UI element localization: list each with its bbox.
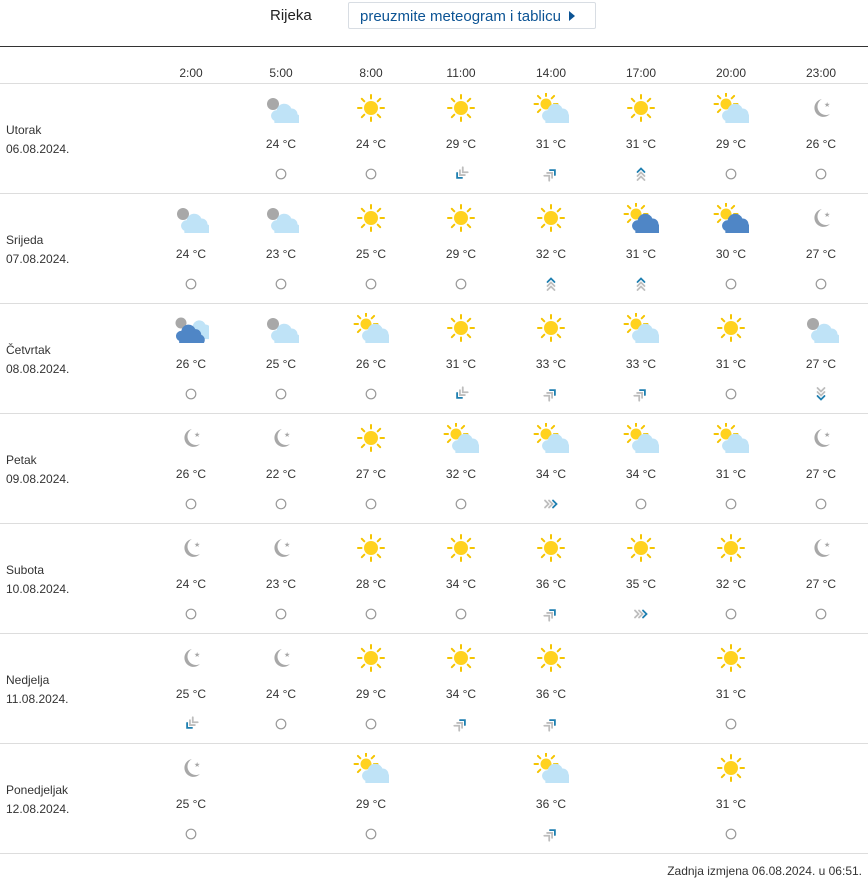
calm-icon <box>269 385 293 403</box>
calm-icon <box>269 275 293 293</box>
forecast-cell[interactable] <box>151 633 231 743</box>
forecast-cell[interactable] <box>691 523 771 633</box>
moon-icon <box>173 423 209 453</box>
svg-text:★: ★ <box>194 761 201 769</box>
meteogram-button-label: preuzmite meteogram i tablicu <box>360 8 561 25</box>
calm-icon <box>269 605 293 623</box>
moon-icon <box>173 533 209 563</box>
hours-header <box>0 47 868 84</box>
forecast-cell[interactable] <box>511 743 591 853</box>
forecast-cell[interactable] <box>511 413 591 523</box>
calm-icon <box>719 605 743 623</box>
day-row <box>0 303 868 414</box>
forecast-cell[interactable] <box>421 523 501 633</box>
forecast-cell[interactable] <box>691 303 771 413</box>
wind-ne-icon <box>539 385 563 403</box>
day-label <box>6 121 69 159</box>
calm-icon <box>809 605 833 623</box>
day-label <box>6 231 69 269</box>
hour-label: 17:00 <box>625 66 657 80</box>
partly-cloudy-night-icon <box>173 203 209 233</box>
day-name: Nedjelja <box>6 673 50 687</box>
temperature: 29 °C <box>355 797 387 811</box>
wind-ne-icon <box>539 715 563 733</box>
moon-icon <box>173 643 209 673</box>
day-date: 12.08.2024. <box>6 802 70 816</box>
svg-text:★: ★ <box>284 651 291 659</box>
wind-ne-icon <box>629 385 653 403</box>
temperature: 36 °C <box>535 577 567 591</box>
day-label <box>6 451 69 489</box>
partly-cloudy-day-icon <box>533 753 569 783</box>
forecast-cell[interactable] <box>781 193 861 303</box>
day-name: Utorak <box>6 123 42 137</box>
day-date: 08.08.2024. <box>6 362 70 376</box>
partly-cloudy-day-icon <box>623 313 659 343</box>
forecast-cell[interactable] <box>691 633 771 743</box>
hour-label: 20:00 <box>715 66 747 80</box>
temperature: 32 °C <box>445 467 477 481</box>
day-date: 10.08.2024. <box>6 582 70 596</box>
day-label <box>6 671 69 709</box>
temperature: 36 °C <box>535 687 567 701</box>
forecast-cell[interactable] <box>331 633 411 743</box>
sun-icon <box>353 203 389 233</box>
sun-icon <box>533 313 569 343</box>
moon-icon <box>173 753 209 783</box>
forecast-cell[interactable] <box>781 303 861 413</box>
day-row <box>0 193 868 304</box>
temperature: 25 °C <box>265 357 297 371</box>
calm-icon <box>359 385 383 403</box>
calm-icon <box>719 275 743 293</box>
svg-text:★: ★ <box>824 101 831 109</box>
day-label <box>6 341 69 379</box>
moon-icon <box>263 643 299 673</box>
partly-cloudy-day-icon <box>353 313 389 343</box>
day-name: Petak <box>6 453 37 467</box>
forecast-cell[interactable] <box>241 633 321 743</box>
forecast-cell[interactable] <box>241 193 321 303</box>
forecast-cell[interactable] <box>691 193 771 303</box>
partly-cloudy-day-icon <box>713 423 749 453</box>
svg-text:★: ★ <box>824 431 831 439</box>
wind-e-icon <box>629 605 653 623</box>
day-date: 11.08.2024. <box>6 692 69 706</box>
temperature: 26 °C <box>355 357 387 371</box>
day-row <box>0 523 868 634</box>
city-name: Rijeka <box>270 7 312 24</box>
temperature: 27 °C <box>805 467 837 481</box>
wind-ne-icon <box>449 715 473 733</box>
partly-cloudy-night-icon <box>263 203 299 233</box>
temperature: 31 °C <box>715 467 747 481</box>
temperature: 26 °C <box>175 467 207 481</box>
partly-cloudy-day-icon <box>533 93 569 123</box>
forecast-cell[interactable] <box>331 83 411 193</box>
calm-icon <box>809 495 833 513</box>
partly-cloudy-day-icon <box>353 753 389 783</box>
temperature: 29 °C <box>715 137 747 151</box>
temperature: 27 °C <box>805 577 837 591</box>
temperature: 33 °C <box>535 357 567 371</box>
forecast-cell[interactable] <box>511 633 591 743</box>
calm-icon <box>269 715 293 733</box>
moon-icon <box>263 423 299 453</box>
sun-icon <box>713 533 749 563</box>
sun-icon <box>533 203 569 233</box>
calm-icon <box>179 495 203 513</box>
calm-icon <box>719 825 743 843</box>
calm-icon <box>179 385 203 403</box>
moon-icon <box>803 533 839 563</box>
hour-label: 14:00 <box>535 66 567 80</box>
wind-n-icon <box>629 275 653 293</box>
sun-icon <box>533 533 569 563</box>
sun-icon <box>443 643 479 673</box>
forecast-cell[interactable] <box>241 303 321 413</box>
forecast-cell[interactable] <box>241 413 321 523</box>
forecast-cell[interactable] <box>331 743 411 853</box>
forecast-cell[interactable] <box>331 523 411 633</box>
hour-label: 2:00 <box>179 66 203 80</box>
temperature: 31 °C <box>535 137 567 151</box>
wind-ne-icon <box>539 825 563 843</box>
day-name: Srijeda <box>6 233 44 247</box>
temperature: 31 °C <box>715 357 747 371</box>
hour-label: 11:00 <box>446 66 476 80</box>
day-date: 06.08.2024. <box>6 142 70 156</box>
temperature: 24 °C <box>175 577 207 591</box>
temperature: 27 °C <box>805 247 837 261</box>
forecast-cell[interactable] <box>601 193 681 303</box>
calm-icon <box>629 495 653 513</box>
moon-icon <box>263 533 299 563</box>
forecast-cell[interactable] <box>331 193 411 303</box>
temperature: 31 °C <box>625 137 657 151</box>
sun-icon <box>443 203 479 233</box>
wind-sw-icon <box>179 715 203 733</box>
hour-label: 5:00 <box>269 66 293 80</box>
calm-icon <box>719 715 743 733</box>
sun-icon <box>353 93 389 123</box>
temperature: 26 °C <box>805 137 837 151</box>
svg-text:★: ★ <box>194 431 201 439</box>
calm-icon <box>179 605 203 623</box>
temperature: 32 °C <box>535 247 567 261</box>
calm-icon <box>359 715 383 733</box>
calm-icon <box>179 275 203 293</box>
forecast-cell[interactable] <box>421 303 501 413</box>
sun-icon <box>443 313 479 343</box>
svg-text:★: ★ <box>194 651 201 659</box>
calm-icon <box>359 275 383 293</box>
sun-icon <box>443 93 479 123</box>
calm-icon <box>269 495 293 513</box>
temperature: 22 °C <box>265 467 297 481</box>
sun-icon <box>623 93 659 123</box>
top-bar <box>0 0 868 47</box>
calm-icon <box>719 495 743 513</box>
calm-icon <box>269 165 293 183</box>
svg-text:★: ★ <box>824 541 831 549</box>
temperature: 31 °C <box>715 687 747 701</box>
partly-cloudy-day-icon <box>623 423 659 453</box>
last-update: Zadnja izmjena 06.08.2024. u 06:51. <box>667 864 862 878</box>
forecast-cell[interactable] <box>511 303 591 413</box>
temperature: 25 °C <box>355 247 387 261</box>
forecast-cell[interactable] <box>601 413 681 523</box>
calm-icon <box>449 605 473 623</box>
day-row <box>0 633 868 744</box>
forecast-cell[interactable] <box>421 193 501 303</box>
cloudy-night-icon <box>173 313 209 343</box>
sun-icon <box>353 533 389 563</box>
wind-e-icon <box>539 495 563 513</box>
temperature: 32 °C <box>715 577 747 591</box>
forecast-cell[interactable] <box>151 413 231 523</box>
partly-cloudy-day-icon <box>533 423 569 453</box>
forecast-cell[interactable] <box>691 413 771 523</box>
hour-label: 23:00 <box>805 66 837 80</box>
wind-sw-icon <box>449 385 473 403</box>
temperature: 31 °C <box>625 247 657 261</box>
day-name: Četvrtak <box>6 343 51 357</box>
forecast-cell[interactable] <box>781 83 861 193</box>
temperature: 29 °C <box>445 247 477 261</box>
forecast-cell[interactable] <box>421 413 501 523</box>
temperature: 30 °C <box>715 247 747 261</box>
sun-icon <box>353 643 389 673</box>
temperature: 31 °C <box>445 357 477 371</box>
forecast-cell[interactable] <box>151 193 231 303</box>
sun-icon <box>623 533 659 563</box>
temperature: 34 °C <box>535 467 567 481</box>
temperature: 24 °C <box>355 137 387 151</box>
forecast-cell[interactable] <box>151 523 231 633</box>
temperature: 24 °C <box>175 247 207 261</box>
meteogram-button[interactable] <box>348 2 596 29</box>
partly-cloudy-night-icon <box>263 313 299 343</box>
sun-icon <box>533 643 569 673</box>
calm-icon <box>719 385 743 403</box>
forecast-cell[interactable] <box>331 303 411 413</box>
calm-icon <box>359 165 383 183</box>
play-triangle-icon <box>569 11 575 21</box>
temperature: 24 °C <box>265 687 297 701</box>
wind-ne-icon <box>539 605 563 623</box>
day-label <box>6 561 69 599</box>
day-row <box>0 413 868 524</box>
partly-cloudy-day-icon <box>713 93 749 123</box>
forecast-cell[interactable] <box>151 303 231 413</box>
day-row <box>0 83 868 194</box>
forecast-cell[interactable] <box>241 523 321 633</box>
sun-icon <box>443 533 479 563</box>
forecast-cell[interactable] <box>511 523 591 633</box>
temperature: 29 °C <box>355 687 387 701</box>
temperature: 33 °C <box>625 357 657 371</box>
wind-ne-icon <box>539 165 563 183</box>
wind-n-icon <box>629 165 653 183</box>
sun-icon <box>713 643 749 673</box>
forecast-cell[interactable] <box>601 523 681 633</box>
forecast-cell[interactable] <box>151 743 231 853</box>
temperature: 36 °C <box>535 797 567 811</box>
day-date: 07.08.2024. <box>6 252 70 266</box>
forecast-cell[interactable] <box>421 633 501 743</box>
moon-icon <box>803 423 839 453</box>
forecast-cell[interactable] <box>511 83 591 193</box>
calm-icon <box>359 825 383 843</box>
forecast-cell[interactable] <box>601 303 681 413</box>
temperature: 24 °C <box>265 137 297 151</box>
svg-text:★: ★ <box>824 211 831 219</box>
sun-icon <box>713 313 749 343</box>
temperature: 27 °C <box>355 467 387 481</box>
forecast-cell[interactable] <box>421 83 501 193</box>
calm-icon <box>179 825 203 843</box>
temperature: 25 °C <box>175 797 207 811</box>
svg-text:★: ★ <box>284 431 291 439</box>
calm-icon <box>809 275 833 293</box>
day-label <box>6 781 69 819</box>
calm-icon <box>449 275 473 293</box>
partly-cloudy-day-icon <box>443 423 479 453</box>
day-name: Subota <box>6 563 45 577</box>
temperature: 25 °C <box>175 687 207 701</box>
forecast-cell[interactable] <box>781 413 861 523</box>
hour-label: 8:00 <box>359 66 383 80</box>
day-date: 09.08.2024. <box>6 472 70 486</box>
day-name: Ponedjeljak <box>6 783 69 797</box>
wind-s-icon <box>809 385 833 403</box>
temperature: 31 °C <box>715 797 747 811</box>
temperature: 23 °C <box>265 247 297 261</box>
temperature: 28 °C <box>355 577 387 591</box>
svg-text:★: ★ <box>284 541 291 549</box>
calm-icon <box>359 495 383 513</box>
moon-icon <box>803 93 839 123</box>
sun-dark-cloud-icon <box>623 203 659 233</box>
sun-dark-cloud-icon <box>713 203 749 233</box>
forecast-cell[interactable] <box>511 193 591 303</box>
calm-icon <box>719 165 743 183</box>
calm-icon <box>359 605 383 623</box>
calm-icon <box>809 165 833 183</box>
forecast-cell[interactable] <box>241 83 321 193</box>
sun-icon <box>713 753 749 783</box>
temperature: 34 °C <box>625 467 657 481</box>
partly-cloudy-night-icon <box>803 313 839 343</box>
sun-icon <box>353 423 389 453</box>
forecast-cell[interactable] <box>691 83 771 193</box>
temperature: 34 °C <box>445 577 477 591</box>
temperature: 35 °C <box>625 577 657 591</box>
temperature: 29 °C <box>445 137 477 151</box>
day-row <box>0 743 868 854</box>
forecast-cell[interactable] <box>781 523 861 633</box>
partly-cloudy-night-icon <box>263 93 299 123</box>
forecast-cell[interactable] <box>691 743 771 853</box>
moon-icon <box>803 203 839 233</box>
wind-sw-icon <box>449 165 473 183</box>
temperature: 26 °C <box>175 357 207 371</box>
wind-n-icon <box>539 275 563 293</box>
svg-text:★: ★ <box>194 541 201 549</box>
forecast-cell[interactable] <box>601 83 681 193</box>
temperature: 23 °C <box>265 577 297 591</box>
temperature: 34 °C <box>445 687 477 701</box>
temperature: 27 °C <box>805 357 837 371</box>
calm-icon <box>449 495 473 513</box>
forecast-cell[interactable] <box>331 413 411 523</box>
